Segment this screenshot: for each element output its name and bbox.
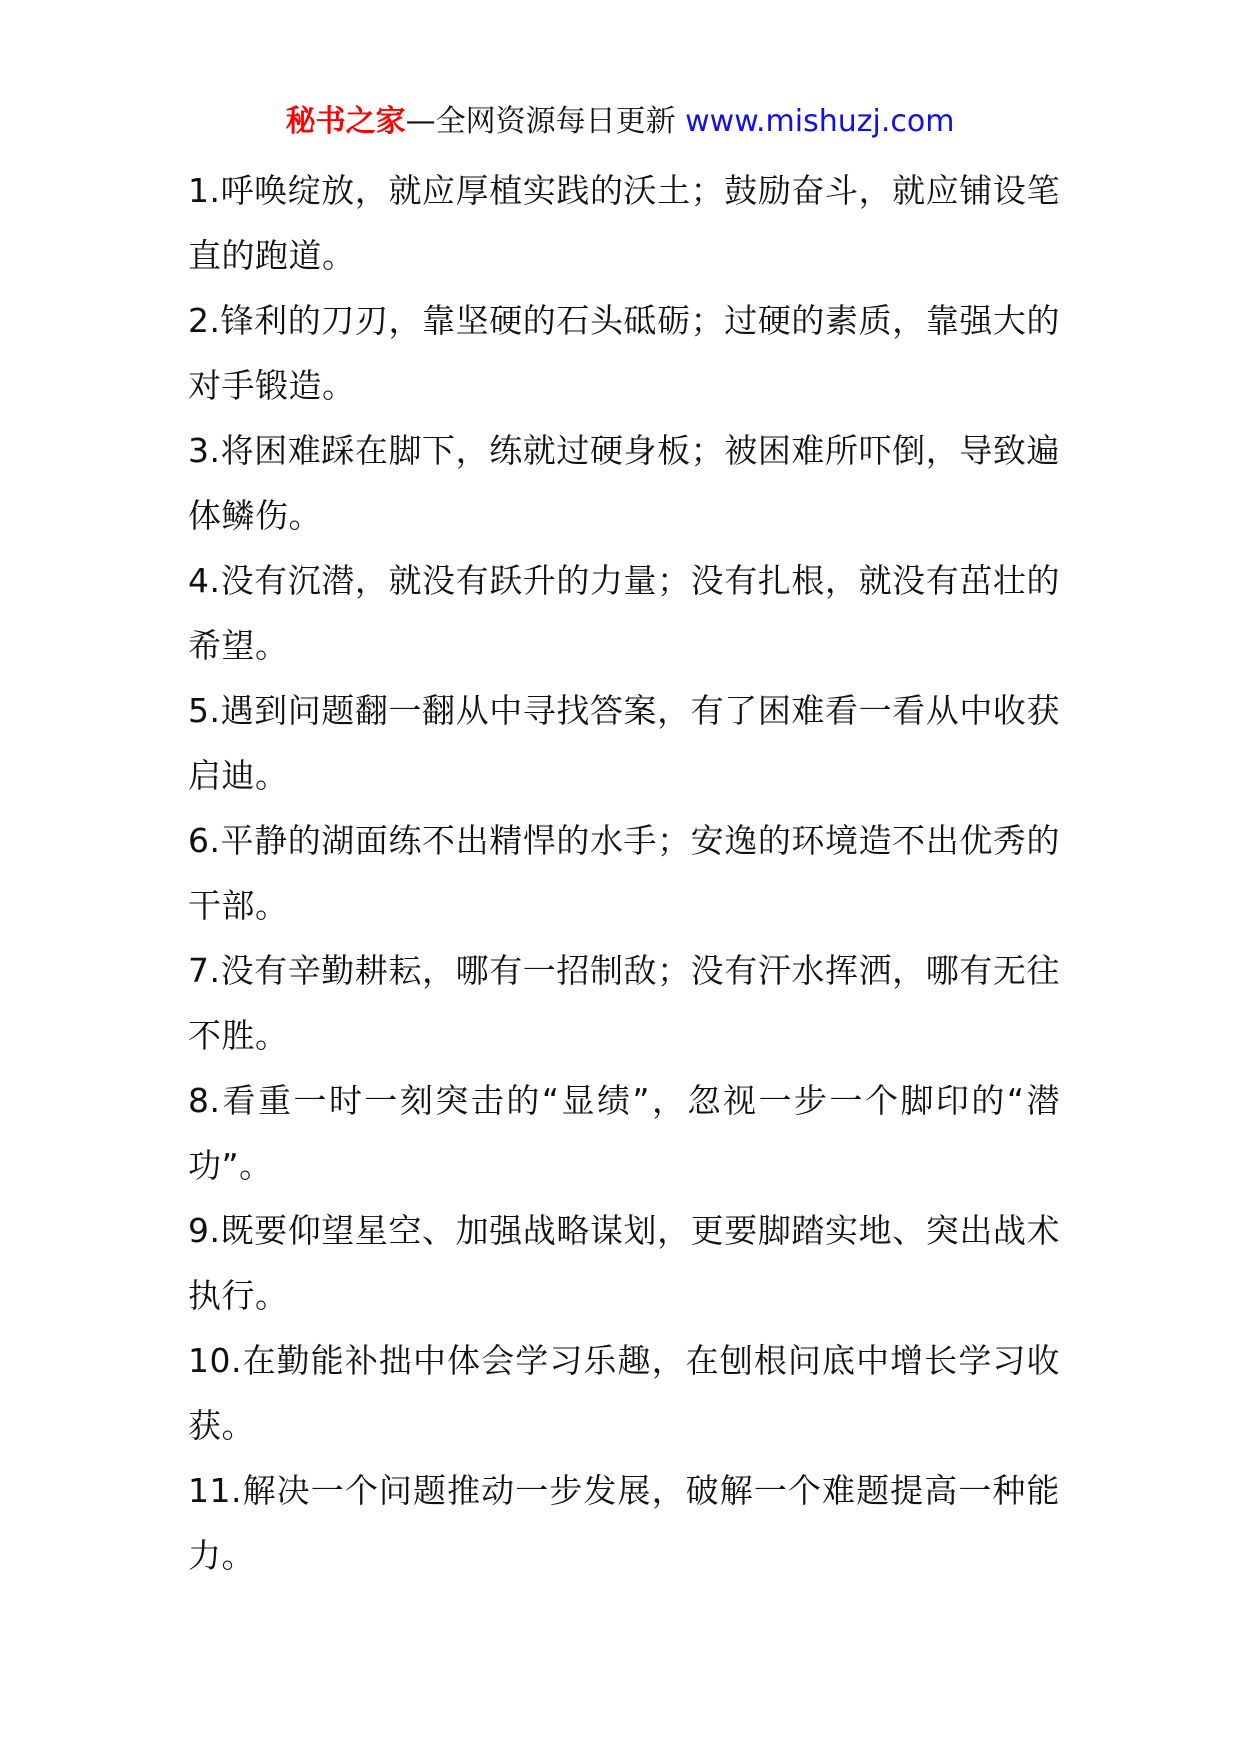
list-item: 5.遇到问题翻一翻从中寻找答案，有了困难看一看从中收获启迪。 [188,691,1060,795]
list-item: 9.既要仰望星空、加强战略谋划，更要脚踏实地、突出战术执行。 [188,1211,1060,1315]
header-tagline: —全网资源每日更新 [405,104,676,139]
list-item: 4.没有沉潜，就没有跃升的力量；没有扎根，就没有茁壮的希望。 [188,561,1060,665]
list-item: 10.在勤能补拙中体会学习乐趣，在刨根问底中增长学习收获。 [188,1341,1060,1445]
website-link[interactable]: www.mishuzj.com [685,104,955,139]
brand-name: 秘书之家 [285,104,406,139]
page-header [0,100,1240,144]
list-item: 11.解决一个问题推动一步发展，破解一个难题提高一种能力。 [188,1471,1060,1575]
list-item: 7.没有辛勤耕耘，哪有一招制敌；没有汗水挥洒，哪有无往不胜。 [188,951,1060,1055]
list-item: 2.锋利的刀刃，靠坚硬的石头砥砺；过硬的素质，靠强大的对手锻造。 [188,301,1060,405]
list-item: 3.将困难踩在脚下，练就过硬身板；被困难所吓倒，导致遍体鳞伤。 [188,431,1060,535]
list-item: 1.呼唤绽放，就应厚植实践的沃土；鼓励奋斗，就应铺设笔直的跑道。 [188,171,1060,275]
list-item: 6.平静的湖面练不出精悍的水手；安逸的环境造不出优秀的干部。 [188,821,1060,925]
list-item: 8.看重一时一刻突击的“显绩”，忽视一步一个脚印的“潜功”。 [188,1081,1060,1185]
document-body [188,158,1060,1588]
